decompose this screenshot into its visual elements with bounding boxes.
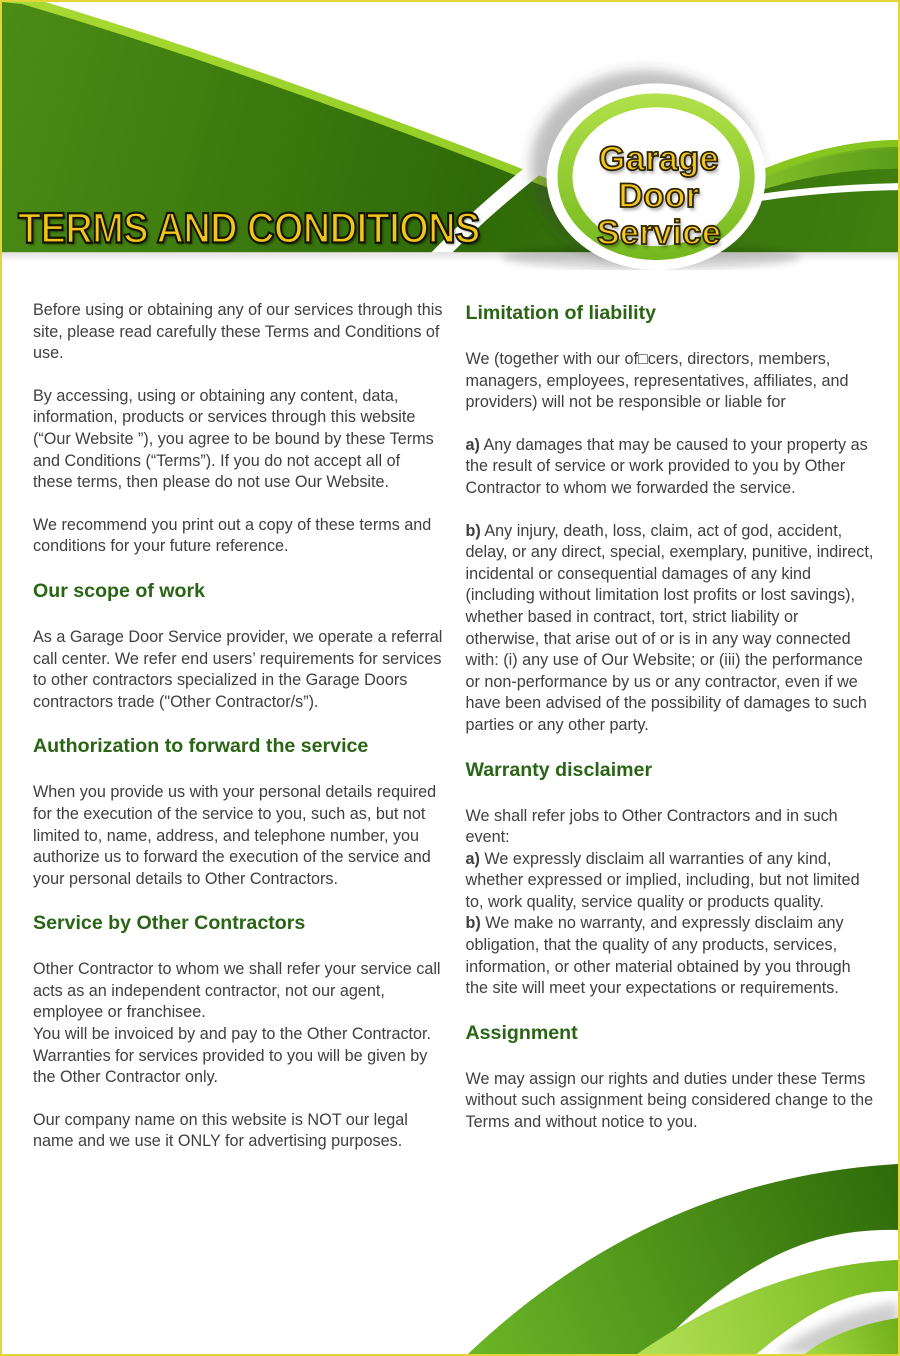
text-run: Any injury, death, loss, claim, act of god, accident, delay, or any direct, special, exemplary, punitive, indirect, incidental or consequential damages of any kind (including without limitation lost profits or lost savings), whether based in contract, tort, strict liability or otherwise, that arise out of or is in any way connected with: (i) any use of Our Website; or (iii) the performance or non-performance by us or any contractor, even if we have been advised of the possibility of damages to such parties or any other party. xyxy=(465,521,874,734)
section-heading: Assignment xyxy=(465,1021,578,1044)
list-marker: b) xyxy=(465,914,481,933)
section-heading: Authorization to forward the service xyxy=(33,735,369,758)
section-heading: Limitation of liability xyxy=(465,302,656,324)
bottom-corner-lime xyxy=(804,1318,898,1354)
text-run: We recommend you print out a copy of these terms and conditions for your future reference. xyxy=(33,515,432,556)
list-marker: a) xyxy=(465,849,480,868)
text-run: Our company name on this website is NOT our legal name and we use it ONLY for advertising purposes. xyxy=(33,1110,408,1151)
badge-line-1: Garage xyxy=(598,140,720,178)
bottom-band-lime xyxy=(637,1260,898,1354)
text-run: Warranties for services provided to you will be given by the Other Contractor only. xyxy=(33,1046,428,1087)
text-run: Before using or obtaining any of our services through this site, please read carefully these Terms and Conditions of use. xyxy=(33,301,443,363)
text-run: We expressly disclaim all warranties of any kind, whether expressed or implied, including, but not limited to, work quality, service quality or products quality. xyxy=(465,849,860,911)
paragraph xyxy=(33,386,444,494)
text-run: We may assign our rights and duties under these Terms without such assignment being considered change to the Terms and without notice to you. xyxy=(465,1069,874,1132)
paragraph xyxy=(33,959,444,1089)
section-heading: Service by Other Contractors xyxy=(33,912,306,935)
page-title: TERMS AND CONDITIONS xyxy=(18,205,480,253)
paragraph xyxy=(33,1110,444,1153)
text-run: By accessing, using or obtaining any content, data, information, products or services through this website (“Our Website ”), you agree to be bound by these Terms and Conditions (“Terms”). If you do not accept all of these terms, then please do not use Our Website. xyxy=(33,386,434,492)
bottom-corner-shadow xyxy=(775,1302,898,1354)
bottom-band-dark xyxy=(468,1164,898,1354)
text-run: We (together with our of□cers, directors, members, managers, employees, representatives, affiliates, and providers) will not be responsible or liable for xyxy=(465,350,849,412)
paragraph xyxy=(466,521,877,737)
badge-logo-text xyxy=(549,141,769,252)
paragraph xyxy=(33,300,444,365)
text-run: As a Garage Door Service provider, we operate a referral call center. We refer end users’ requirements for services to other contractors specialized in the Garage Doors contractors trade ("Other Contractor/s”). xyxy=(33,627,443,711)
text-run: You will be invoiced by and pay to the Other Contractor. xyxy=(33,1025,432,1044)
text-run: When you provide us with your personal details required for the execution of the service to you, such as, but not limited to, name, address, and telephone number, you authorize us to forward the execution of the service and your personal details to Other Contractors. xyxy=(33,783,437,888)
text-run: We make no warranty, and expressly disclaim any obligation, that the quality of any products, services, information, or other material obtained by you through the site will meet your expectations or requirements. xyxy=(465,914,851,998)
paragraph xyxy=(466,435,877,500)
paragraph xyxy=(33,515,444,558)
text-run: Any damages that may be caused to your property as the result of service or work provided to you by Other Contractor to whom we forwarded the service. xyxy=(465,435,868,497)
badge-line-2: Door xyxy=(618,177,700,215)
badge-line-3: Service xyxy=(596,214,722,252)
list-marker: a) xyxy=(465,435,480,454)
section-heading: Our scope of work xyxy=(33,579,206,602)
section-heading: Warranty disclaimer xyxy=(465,758,653,781)
paragraph xyxy=(33,627,444,713)
right-column xyxy=(466,300,877,1174)
paragraph xyxy=(33,782,444,890)
list-marker: b) xyxy=(465,521,481,540)
paragraph xyxy=(466,806,877,1000)
paragraph xyxy=(466,1069,877,1134)
text-run: We shall refer jobs to Other Contractors and in such event: xyxy=(465,806,838,847)
paragraph xyxy=(466,349,877,414)
text-run: Other Contractor to whom we shall refer your service call acts as an independent contractor, not our agent, employee or franchisee. xyxy=(33,960,441,1022)
terms-content xyxy=(33,300,876,1174)
left-column xyxy=(33,300,444,1174)
